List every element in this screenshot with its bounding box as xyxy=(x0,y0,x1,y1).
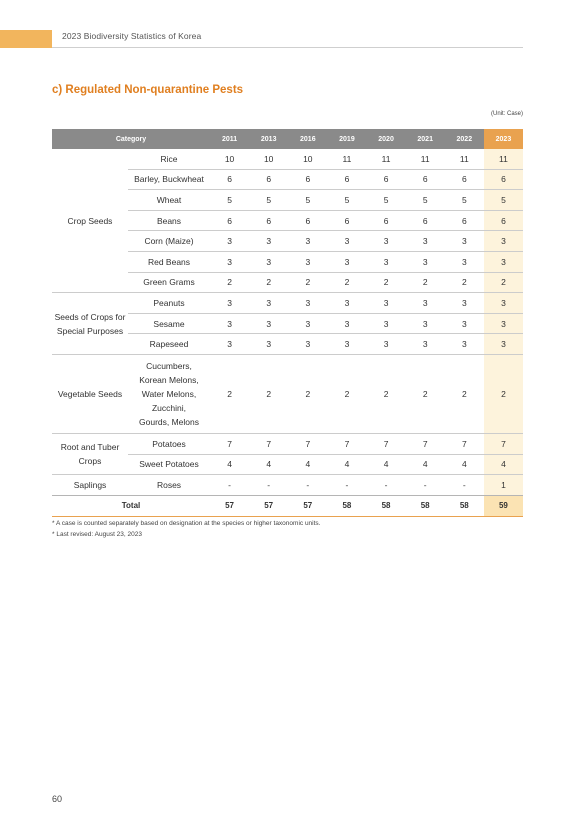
value-cell: 4 xyxy=(445,454,484,475)
value-cell: 11 xyxy=(484,149,523,169)
value-cell: 6 xyxy=(327,210,366,231)
value-cell: 5 xyxy=(445,190,484,211)
value-cell: 3 xyxy=(484,334,523,355)
value-cell: 3 xyxy=(327,251,366,272)
value-cell: 11 xyxy=(445,149,484,169)
value-cell: 10 xyxy=(249,149,288,169)
unit-label: (Unit: Case) xyxy=(490,111,523,117)
value-cell: 3 xyxy=(249,293,288,314)
item-cell: Cucumbers, Korean Melons, Water Melons, Zucchini, Gourds, Melons xyxy=(128,354,210,433)
value-cell: 3 xyxy=(484,251,523,272)
value-cell: 5 xyxy=(367,190,406,211)
table-row xyxy=(52,354,523,433)
value-cell: 3 xyxy=(406,231,445,252)
footnotes xyxy=(52,518,320,540)
value-cell: 2 xyxy=(288,272,327,293)
value-cell: 3 xyxy=(249,334,288,355)
total-value-cell: 57 xyxy=(210,495,249,516)
value-cell: - xyxy=(406,475,445,496)
year-header: 2011 xyxy=(210,129,249,149)
value-cell: 2 xyxy=(327,354,366,433)
category-cell: Saplings xyxy=(52,475,128,496)
year-header: 2013 xyxy=(249,129,288,149)
value-cell: 7 xyxy=(327,433,366,454)
value-cell: 3 xyxy=(288,231,327,252)
value-cell: 3 xyxy=(484,293,523,314)
value-cell: 6 xyxy=(288,169,327,190)
table-row xyxy=(52,475,523,496)
year-header: 2019 xyxy=(327,129,366,149)
value-cell: 3 xyxy=(367,251,406,272)
year-header: 2020 xyxy=(367,129,406,149)
value-cell: 6 xyxy=(249,210,288,231)
page-number: 60 xyxy=(52,794,63,804)
value-cell: 7 xyxy=(445,433,484,454)
value-cell: 3 xyxy=(249,251,288,272)
value-cell: 7 xyxy=(288,433,327,454)
value-cell: 2 xyxy=(288,354,327,433)
item-cell: Roses xyxy=(128,475,210,496)
value-cell: 2 xyxy=(406,272,445,293)
pest-statistics-table xyxy=(52,129,523,517)
value-cell: 4 xyxy=(249,454,288,475)
value-cell: 2 xyxy=(406,354,445,433)
value-cell: 3 xyxy=(445,293,484,314)
value-cell: 3 xyxy=(327,334,366,355)
total-value-cell: 58 xyxy=(367,495,406,516)
value-cell: 7 xyxy=(249,433,288,454)
value-cell: 3 xyxy=(288,251,327,272)
section-title: c) Regulated Non-quarantine Pests xyxy=(52,84,244,96)
year-header: 2022 xyxy=(445,129,484,149)
value-cell: 3 xyxy=(249,231,288,252)
value-cell: 3 xyxy=(288,293,327,314)
category-header: Category xyxy=(52,129,210,149)
value-cell: 3 xyxy=(367,313,406,334)
value-cell: 3 xyxy=(210,334,249,355)
item-cell: Green Grams xyxy=(128,272,210,293)
value-cell: 2 xyxy=(367,354,406,433)
total-value-cell: 57 xyxy=(288,495,327,516)
value-cell: 4 xyxy=(288,454,327,475)
value-cell: 6 xyxy=(367,169,406,190)
value-cell: 7 xyxy=(367,433,406,454)
value-cell: 11 xyxy=(327,149,366,169)
value-cell: 6 xyxy=(288,210,327,231)
value-cell: 3 xyxy=(288,334,327,355)
value-cell: - xyxy=(210,475,249,496)
item-cell: Wheat xyxy=(128,190,210,211)
value-cell: 4 xyxy=(210,454,249,475)
value-cell: 2 xyxy=(484,272,523,293)
value-cell: 5 xyxy=(288,190,327,211)
value-cell: 3 xyxy=(210,251,249,272)
value-cell: 2 xyxy=(484,354,523,433)
value-cell: 4 xyxy=(327,454,366,475)
value-cell: 5 xyxy=(406,190,445,211)
item-cell: Sesame xyxy=(128,313,210,334)
value-cell: 2 xyxy=(249,354,288,433)
value-cell: 2 xyxy=(327,272,366,293)
item-cell: Peanuts xyxy=(128,293,210,314)
item-cell: Red Beans xyxy=(128,251,210,272)
value-cell: 2 xyxy=(445,272,484,293)
table-row xyxy=(52,293,523,314)
value-cell: 4 xyxy=(367,454,406,475)
item-cell: Barley, Buckwheat xyxy=(128,169,210,190)
year-header-highlighted: 2023 xyxy=(484,129,523,149)
value-cell: 11 xyxy=(367,149,406,169)
header-divider xyxy=(52,47,523,48)
value-cell: 3 xyxy=(210,293,249,314)
category-cell: Seeds of Crops for Special Purposes xyxy=(52,293,128,355)
table-row xyxy=(52,149,523,169)
value-cell: - xyxy=(288,475,327,496)
value-cell: 4 xyxy=(484,454,523,475)
total-value-cell: 58 xyxy=(327,495,366,516)
item-cell: Rice xyxy=(128,149,210,169)
footnote: * A case is counted separately based on designation at the species or higher taxonomic units. xyxy=(52,520,321,527)
value-cell: 3 xyxy=(210,313,249,334)
value-cell: 3 xyxy=(445,334,484,355)
value-cell: 2 xyxy=(210,272,249,293)
value-cell: 7 xyxy=(406,433,445,454)
value-cell: 6 xyxy=(249,169,288,190)
value-cell: 3 xyxy=(406,334,445,355)
item-cell: Corn (Maize) xyxy=(128,231,210,252)
table-body xyxy=(52,149,523,516)
category-cell: Root and Tuber Crops xyxy=(52,433,128,474)
value-cell: 6 xyxy=(210,169,249,190)
value-cell: 3 xyxy=(210,231,249,252)
total-value-cell: 58 xyxy=(445,495,484,516)
value-cell: 3 xyxy=(406,251,445,272)
value-cell: 7 xyxy=(484,433,523,454)
value-cell: 3 xyxy=(484,313,523,334)
value-cell: 4 xyxy=(406,454,445,475)
value-cell: 5 xyxy=(484,190,523,211)
total-value-cell: 59 xyxy=(484,495,523,516)
value-cell: - xyxy=(249,475,288,496)
value-cell: 2 xyxy=(367,272,406,293)
value-cell: 6 xyxy=(367,210,406,231)
value-cell: 3 xyxy=(445,251,484,272)
value-cell: 3 xyxy=(288,313,327,334)
value-cell: 5 xyxy=(249,190,288,211)
item-cell: Potatoes xyxy=(128,433,210,454)
value-cell: 6 xyxy=(210,210,249,231)
value-cell: 3 xyxy=(445,231,484,252)
item-cell: Beans xyxy=(128,210,210,231)
value-cell: 3 xyxy=(445,313,484,334)
table-header-row xyxy=(52,129,523,149)
total-value-cell: 57 xyxy=(249,495,288,516)
value-cell: - xyxy=(367,475,406,496)
value-cell: 3 xyxy=(367,334,406,355)
value-cell: 6 xyxy=(484,210,523,231)
total-value-cell: 58 xyxy=(406,495,445,516)
item-cell: Rapeseed xyxy=(128,334,210,355)
category-cell: Crop Seeds xyxy=(52,149,128,293)
year-header: 2021 xyxy=(406,129,445,149)
total-label: Total xyxy=(52,495,210,516)
category-cell: Vegetable Seeds xyxy=(52,354,128,433)
value-cell: 7 xyxy=(210,433,249,454)
value-cell: 6 xyxy=(406,169,445,190)
value-cell: 3 xyxy=(367,293,406,314)
value-cell: 5 xyxy=(210,190,249,211)
value-cell: 3 xyxy=(327,231,366,252)
value-cell: - xyxy=(327,475,366,496)
header-accent-tab xyxy=(0,30,52,48)
total-row xyxy=(52,495,523,516)
value-cell: 3 xyxy=(249,313,288,334)
value-cell: 10 xyxy=(288,149,327,169)
value-cell: 2 xyxy=(210,354,249,433)
item-cell: Sweet Potatoes xyxy=(128,454,210,475)
value-cell: 6 xyxy=(445,169,484,190)
value-cell: 3 xyxy=(406,313,445,334)
value-cell: 3 xyxy=(367,231,406,252)
value-cell: 6 xyxy=(445,210,484,231)
value-cell: 1 xyxy=(484,475,523,496)
value-cell: 3 xyxy=(327,293,366,314)
year-header: 2016 xyxy=(288,129,327,149)
footnote: * Last revised: August 23, 2023 xyxy=(52,531,142,538)
value-cell: 11 xyxy=(406,149,445,169)
table-row xyxy=(52,433,523,454)
running-header: 2023 Biodiversity Statistics of Korea xyxy=(62,31,202,41)
value-cell: 3 xyxy=(327,313,366,334)
value-cell: 6 xyxy=(327,169,366,190)
value-cell: - xyxy=(445,475,484,496)
value-cell: 3 xyxy=(484,231,523,252)
value-cell: 2 xyxy=(249,272,288,293)
value-cell: 3 xyxy=(406,293,445,314)
value-cell: 10 xyxy=(210,149,249,169)
value-cell: 5 xyxy=(327,190,366,211)
value-cell: 6 xyxy=(484,169,523,190)
value-cell: 2 xyxy=(445,354,484,433)
value-cell: 6 xyxy=(406,210,445,231)
